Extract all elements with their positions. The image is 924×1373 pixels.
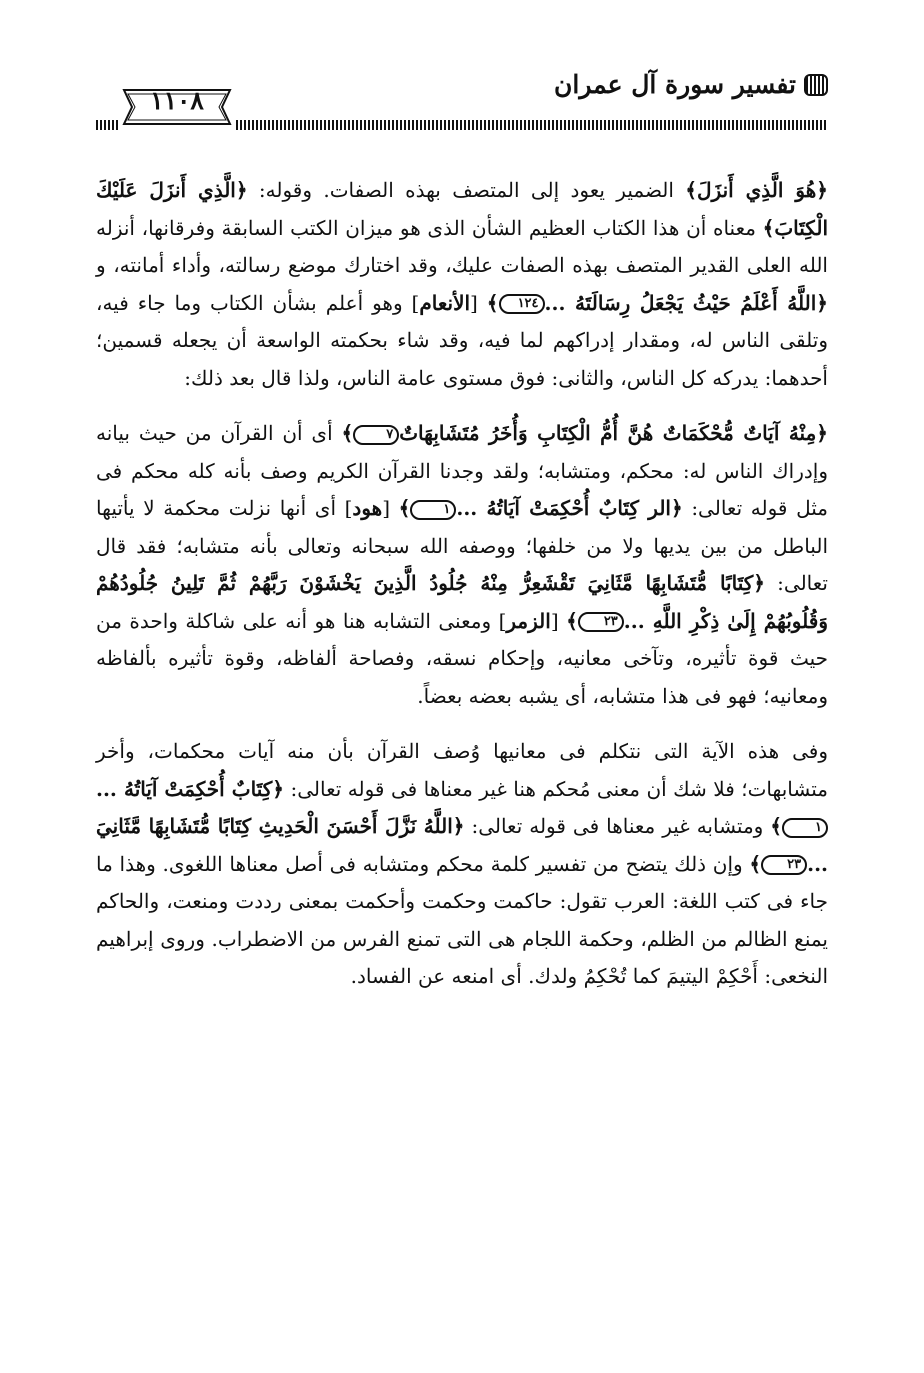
verse-number: ٢٣ <box>578 612 624 632</box>
body-text: ومتشابه غير معناها فى قوله تعالى: <box>464 814 771 838</box>
surah-reference: الأنعام <box>419 290 471 315</box>
paragraph <box>96 733 828 996</box>
quran-quote: ﴿الَّذِي أَنزَلَ عَلَيْكَ الْكِتَابَ﴾ <box>96 178 828 240</box>
body-text: وفى هذه الآية التى نتكلم فى معانيها وُصف القرآن بأن منه آيات محكمات، وأخر متشابهات؛ فلا شك أن معنى مُحكم هنا غير معناها فى قوله تعالى: <box>96 739 828 801</box>
verse-number: ١ <box>782 818 828 838</box>
quran-quote: ﴾ <box>398 496 411 520</box>
verse-number: ١٢٤ <box>499 294 545 314</box>
ornament-icon <box>804 74 828 96</box>
body-text: أى أن القرآن من حيث بيانه وإدراك الناس له: محكم، ومتشابه؛ ولقد وجدنا القرآن الكريم وصف بأنه كله محكم فى مثل قوله تعالى: <box>96 421 828 520</box>
surah-reference: الزمر <box>506 608 551 633</box>
quran-quote: ﴾ <box>749 851 762 876</box>
body-text: معناه أن هذا الكتاب العظيم الشأن الذى هو ميزان الكتب السابقة وفرقانها، أنزله الله العلى القدير المتصف بهذه الصفات عليك، وقد اختارك موضع رسالته، وأداء أمانته، و <box>96 215 828 277</box>
quran-quote: ﴿اللَّهُ نَزَّلَ أَحْسَنَ الْحَدِيثِ كِتَابًا مُّتَشَابِهًا مَّثَانِيَ ... <box>96 814 828 876</box>
quran-quote: ﴾ <box>770 814 783 838</box>
page-header <box>96 62 828 140</box>
quran-quote: ﴾ <box>341 421 354 445</box>
quran-quote: ﴿مِنْهُ آيَاتٌ مُّحْكَمَاتٌ هُنَّ أُمُّ الْكِتَابِ وَأُخَرُ مُتَشَابِهَاتٌ <box>399 421 829 445</box>
paragraph <box>96 172 828 397</box>
page-body <box>96 172 828 996</box>
page-number: ١١٠٨ <box>150 86 204 115</box>
body-text: وإن ذلك يتضح من تفسير كلمة محكم ومتشابه فى أصل معناها اللغوى. وهذا ما جاء فى كتب اللغة: العرب تقول: حاكمت وحكمت وأحكمت بمعنى رددت ومنعت، والحاكم يمنع الظالم من الظلم، وحكمة اللجام هى التى تمنع الفرس من الاضطراب. وروى إبراهيم النخعى: أَحْكِمْ اليتيمَ كما تُحْكِمُ ولدك. أى امنعه عن الفساد. <box>96 851 828 988</box>
verse-number: ١ <box>410 500 456 520</box>
running-title <box>554 70 828 99</box>
quran-quote: ﴾ <box>486 290 499 315</box>
body-text: [ <box>470 290 487 315</box>
verse-number: ٧ <box>353 425 399 445</box>
quran-quote: ﴿الر كِتَابٌ أُحْكِمَتْ آيَاتُهُ ... <box>456 496 683 520</box>
body-text: [ <box>382 496 399 520</box>
running-title-text: تفسير سورة آل عمران <box>554 70 796 99</box>
page-number-frame <box>118 82 236 132</box>
quran-quote: ﴿كِتَابٌ أُحْكِمَتْ آيَاتُهُ ... <box>96 776 285 801</box>
quran-quote: ﴿كِتَابًا مُّتَشَابِهًا مَّثَانِيَ تَقْشَعِرُّ مِنْهُ جُلُودُ الَّذِينَ يَخْشَوْنَ رَبَّهُمْ ثُمَّ تَلِينُ جُلُودُهُمْ وَقُلُوبُهُمْ إِلَىٰ ذِكْرِ اللَّهِ ... <box>96 571 828 633</box>
verse-number: ٢٣ <box>761 855 807 875</box>
surah-reference: هود <box>352 496 383 520</box>
quran-quote: ﴿هُوَ الَّذِي أَنزَلَ﴾ <box>685 178 828 202</box>
body-text: الضمير يعود إلى المتصف بهذه الصفات. وقوله: <box>247 178 686 202</box>
body-text: ] وهو أعلم بشأن الكتاب وما جاء فيه، وتلقى الناس له، ومقدار إدراكهم لما فيه، وقد شاء بحكمته الواسعة أن يجعله قسمين؛ أحدهما: يدركه كل الناس، والثانى: فوق مستوى عامة الناس، ولذا قال بعد ذلك: <box>96 290 828 390</box>
body-text: ] أى أنها نزلت محكمة لا يأتيها الباطل من بين يديها ولا من خلفها؛ ووصفه الله سبحانه وتعالى بأنه متشابه؛ فقد قال تعالى: <box>96 496 828 595</box>
quran-quote: ﴾ <box>566 608 578 633</box>
body-text: ] ومعنى التشابه هنا هو أنه على شاكلة واحدة من حيث قوة تأثيره، وتآخى معانيه، وإحكام نسقه، وفصاحة ألفاظه، وقوة تأثيره بألفاظه ومعانيه؛ فهو فى هذا متشابه، أى يشبه بعضه بعضاً. <box>96 608 828 708</box>
paragraph <box>96 415 828 715</box>
body-text: [ <box>550 608 567 633</box>
quran-quote: ﴿اللَّهُ أَعْلَمُ حَيْثُ يَجْعَلُ رِسَالَتَهُ ... <box>544 290 828 315</box>
